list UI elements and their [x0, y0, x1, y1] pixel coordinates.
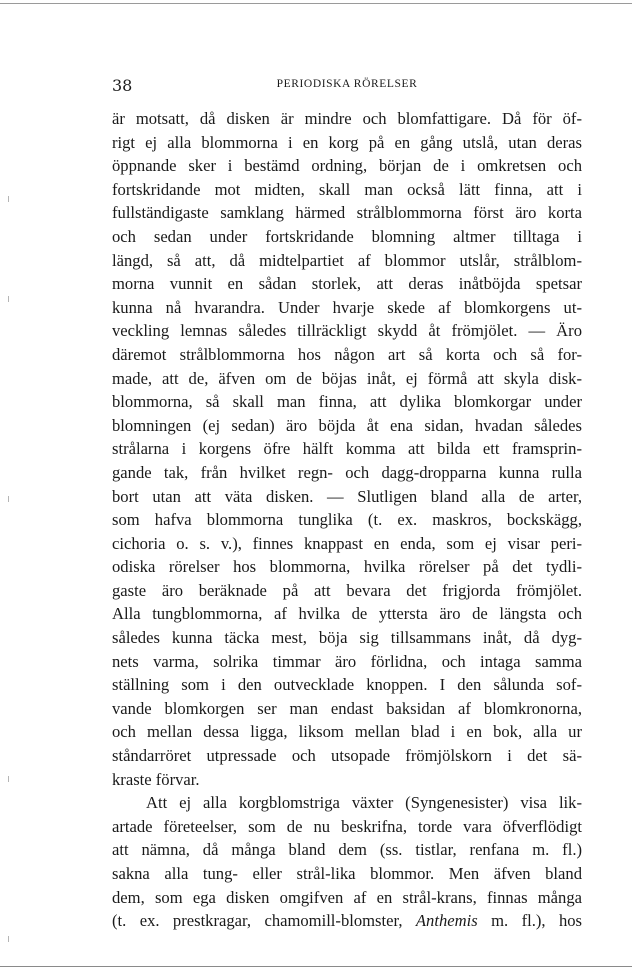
text-line: som hafva blommorna tunglika (t. ex. maskros, bockskägg, — [112, 510, 582, 530]
text-line: således kunna täcka mest, böja sig tillsammans inåt, då dyg- — [112, 628, 582, 648]
paragraph-start-line: Att ej alla korgblomstriga växter (Syngenesister) visa lik- — [146, 793, 582, 813]
margin-mark — [8, 776, 9, 782]
text-line: längd, så att, då midtelpartiet af blommor utslår, strålblom- — [112, 250, 582, 270]
margin-mark — [8, 296, 9, 302]
text-line: vande blomkorgen ser man endast baksidan af blomkronorna, — [112, 698, 582, 718]
text-line: är motsatt, då disken är mindre och blomfattigare. Då för öf- — [112, 109, 582, 128]
margin-mark — [8, 196, 9, 202]
text-line: gaste äro beräknade på att bevara det frigjorda frömjölet. — [112, 580, 582, 600]
text-line: strålarna i korgens öfre hälft komma att bilda ett framsprin- — [112, 439, 582, 459]
paragraph-end-line: kraste förvar. — [112, 769, 200, 789]
text-line: ställning som i den outvecklade knoppen. I den sålunda sof- — [112, 675, 582, 695]
text-line: och mellan dessa ligga, liksom mellan blad i en bok, alla ur — [112, 722, 582, 742]
text-line: odiska rörelser hos blommorna, hvilka rörelser på det tydli- — [112, 557, 582, 577]
text-line: kunna nå hvarandra. Under hvarje skede af blomkorgens ut- — [112, 297, 582, 317]
text-line: blommorna, så skall man finna, att dylika blomkorgar under — [112, 392, 582, 412]
text-line: att nämna, då många bland dem (ss. tistlar, renfana m. fl.) — [112, 840, 582, 860]
text-line: fullständigaste samklang härmed strålblommorna först äro korta — [112, 203, 582, 223]
bottom-edge-rule — [0, 966, 632, 967]
text-line: bort utan att väta disken. — Slutligen bland alla de arter, — [112, 486, 582, 506]
page-number: 38 — [112, 76, 133, 95]
text-line: rigt ej alla blommorna i en korg på en gång utslå, utan deras — [112, 132, 582, 152]
text-line: sakna alla tung- eller strål-lika blommor. Men äfven bland — [112, 864, 582, 883]
text-line: Alla tungblommorna, af hvilka de yttersta äro de längsta och — [112, 604, 582, 624]
text-line: morna vunnit en sådan storlek, att deras inåtböjda spetsar — [112, 274, 582, 294]
text-line: fortskridande mot midten, skall man också lätt finna, att i — [112, 179, 582, 199]
text-line: ståndarröret utpressade och utsopade frömjölskorn i det sä- — [112, 746, 582, 766]
top-edge-rule — [0, 3, 632, 4]
text-line: gande tak, från hvilket regn- och dagg-dropparna kunna rulla — [112, 462, 582, 482]
text-line: veckling lemnas således tillräckligt skydd åt frömjölet. — Äro — [112, 321, 582, 341]
text-line: nets varma, solrika timmar äro förlidna, och intaga samma — [112, 651, 582, 671]
text-line: dem, som ega disken omgifven af en strål-krans, finnas många — [112, 887, 582, 907]
text-line: cichoria o. s. v.), finnes knappast en enda, som ej visar peri- — [112, 533, 582, 553]
text-line: öppnande sker i bestämd ordning, början de i omkretsen och — [112, 156, 582, 176]
text-line: och sedan under fortskridande blomning altmer tilltaga i — [112, 226, 582, 246]
running-title: PERIODISKA RÖRELSER — [276, 78, 418, 90]
text-line: blomningen (ej sedan) äro böjda åt ena sidan, hvadan således — [112, 415, 582, 435]
margin-mark — [8, 936, 9, 942]
text-line: däremot strålblommorna hos någon art så korta och så for- — [112, 344, 582, 364]
body-text — [112, 107, 582, 933]
margin-mark — [8, 496, 9, 502]
page-header — [112, 78, 582, 96]
text-line: (t. ex. prestkragar, chamomill-blomster, Anthemis m. fl.), hos — [112, 911, 582, 931]
text-line: made, att de, äfven om de böjas inåt, ej förmå att skyla disk- — [112, 368, 582, 388]
text-line: artade företeelser, som de nu beskrifna, torde vara öfverflödigt — [112, 816, 582, 836]
